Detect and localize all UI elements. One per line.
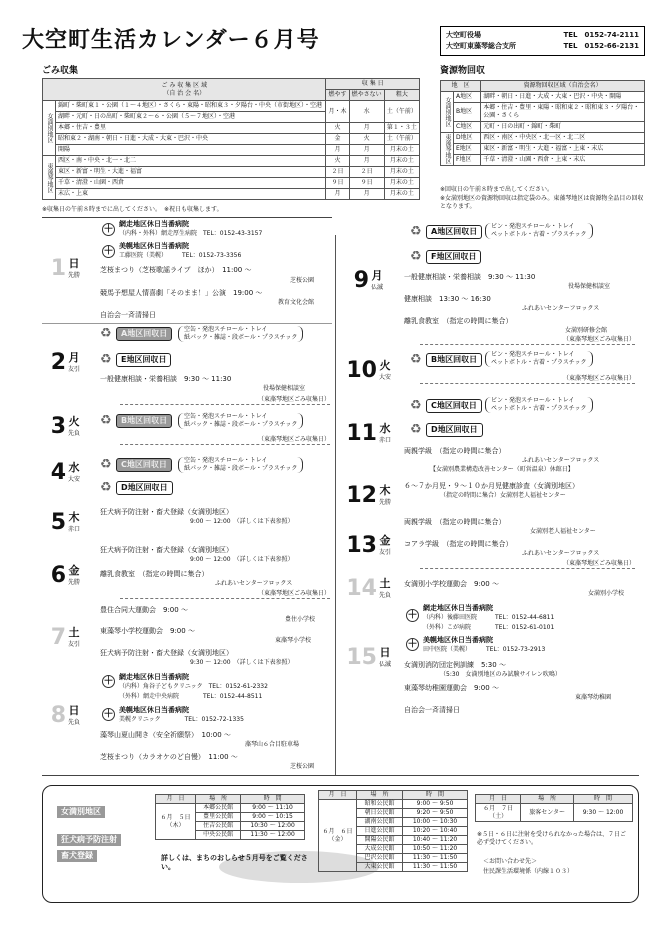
day-14: 14 土 先負 bbox=[346, 576, 392, 601]
recycle-items: 空缶・発泡スチロール・トレイ 紙パック・雑誌・段ボール・プラスチック bbox=[178, 457, 303, 473]
event: 芝桜まつり（芝桜歌謡ライブ ほか） 11:00 ～ bbox=[100, 266, 252, 274]
event: コアラ学級 （指定の時間に集合） bbox=[404, 540, 513, 548]
recycle-items: ビン・発泡スチロール・トレイ ペットボトル・古着・プラスチック bbox=[485, 397, 593, 413]
event: 網走地区休日当番病院 bbox=[119, 220, 189, 228]
garbage-col-days: 収 集 日 bbox=[326, 79, 420, 90]
office-contact-box bbox=[440, 26, 645, 56]
table-row: 湖畔・元町・日の出町・柴町東２～６・公園（５～７地区）・空港 bbox=[43, 112, 420, 123]
hospital-icon: ＋ bbox=[103, 224, 114, 235]
event: 健康相談 13:30 ～ 16:30 bbox=[404, 295, 491, 303]
schedule-note: ※５日・６日に注射を受けられなかった場合は、７日ご必ず受けてください。 bbox=[477, 831, 627, 846]
day-5: 5 木 赤口 bbox=[50, 510, 81, 535]
event: 離乳食教室 （指定の時間に集合） bbox=[100, 570, 209, 578]
info-text: 詳しくは、まちのおしらせ５月号をご覧ください。 bbox=[161, 854, 308, 871]
event-label: 畜犬登録 bbox=[57, 850, 97, 862]
day-4: 4 水 大安 bbox=[50, 460, 81, 485]
col-noburn: 燃やさない bbox=[349, 90, 384, 101]
event: 一般健康相談・栄養相談 9:30 ～ 11:30 bbox=[100, 375, 232, 383]
schedule-table-5th: 月 日 場 所 時 間 ６月 ５日 （木） 本郷公民館 9:00 ～ 11:10 豊里公民館 9:00 ～ 10:15 住吉公民館 10:30 ～ 12:00 中央公民館 11:30 ～ 12:00 bbox=[155, 794, 305, 840]
event: 両親学級 （指定の時間に集合） bbox=[404, 447, 506, 455]
garbage-note: （東藻琴地区ごみ収集日） bbox=[420, 560, 635, 569]
area-label: 女満別地区 bbox=[57, 806, 105, 818]
garbage-note: （東藻琴地区ごみ収集日） bbox=[420, 375, 635, 384]
recycle-day-badge: C地区回収日 bbox=[426, 399, 482, 413]
event: 網走地区休日当番病院 bbox=[423, 604, 493, 612]
recycle-icon: ♻ bbox=[100, 352, 112, 367]
recycle-table: 地 区 資源物回収区域（自治会名） 女満別地区 A地区 湖畔・朝日・日進・大成・大東・巴沢・中央・開陽 B地区 本郷・住吉・豊里・東陽・昭和東２・昭和東３・夕陽台・公園・さくら C地区 元町・日の出町・錦町・柴町 東藻琴地区 D地区 西区・南区・中央区・北一区・北二区 E地区 東区・新富・明生・大進・福富・上東・末広 F地区 千草・清澄・山園・西倉・上東・末広 bbox=[440, 80, 645, 166]
contact-heading: ＜お問い合わせ先＞ bbox=[483, 858, 538, 865]
recycle-day-badge: B地区回収日 bbox=[116, 414, 172, 428]
table-row: 東区・新富・明生・大進・福富 ２日 ２日 月末の土 bbox=[43, 167, 420, 178]
recycle-icon: ♻ bbox=[100, 413, 112, 428]
garbage-note: （東藻琴地区ごみ収集日） bbox=[120, 396, 330, 405]
group-label: 女満別地区 bbox=[43, 101, 56, 156]
event: 狂犬病予防注射・畜犬登録（女満別地区） bbox=[100, 546, 233, 554]
day-9: 9 月 仏滅 bbox=[353, 268, 384, 293]
recycle-day-badge: E地区回収日 bbox=[116, 353, 171, 367]
event: 美幌地区休日当番病院 bbox=[119, 242, 189, 250]
schedule-table-7th: 月 日 場 所 時 間 ６月 ７日 （土） 旅客センター 9:30 ～ 12:00 bbox=[475, 794, 633, 822]
recycle-icon: ♻ bbox=[100, 480, 112, 495]
recycle-items: ビン・発泡スチロール・トレイ ペットボトル・古着・プラスチック bbox=[485, 223, 593, 239]
event: 美幌地区休日当番病院 bbox=[119, 706, 189, 714]
table-row: 開陽 月 月 月末の土 bbox=[43, 145, 420, 156]
recycle-day-badge: B地区回収日 bbox=[426, 353, 482, 367]
day-2: 2 月 友引 bbox=[50, 350, 81, 375]
garbage-note: （東藻琴地区ごみ収集日） bbox=[420, 336, 635, 345]
event: 離乳食教室 （指定の時間に集合） bbox=[404, 317, 513, 325]
recycle-icon: ♻ bbox=[100, 457, 112, 472]
table-row: 東藻琴地区 D地区 西区・南区・中央区・北一区・北二区 bbox=[441, 133, 645, 144]
hospital-icon: ＋ bbox=[103, 676, 114, 687]
day-13: 13 金 友引 bbox=[346, 533, 392, 558]
recycle-day-badge: C地区回収日 bbox=[116, 458, 172, 472]
recycle-icon: ♻ bbox=[410, 352, 422, 367]
recycle-note: ※女満別地区の資源物回収は指定袋のみ。東藻琴地区は資源物全品目の回収となります。 bbox=[440, 195, 644, 210]
col-burn: 燃やす bbox=[326, 90, 349, 101]
event: 一般健康相談・栄養相談 9:30 ～ 11:30 bbox=[404, 273, 536, 281]
event: ６～７か月児・９～１０か月児健康診査（女満別地区） bbox=[404, 482, 579, 490]
table-row: C地区 元町・日の出町・錦町・柴町 bbox=[441, 122, 645, 133]
recycle-day-badge: D地区回収日 bbox=[116, 481, 173, 495]
event: 東藻琴小学校運動会 9:00 ～ bbox=[100, 627, 195, 635]
recycle-day-badge: A地区回収日 bbox=[116, 327, 172, 341]
day-7: 7 土 友引 bbox=[50, 625, 81, 650]
column-divider bbox=[335, 235, 336, 775]
group-label: 東藻琴地区 bbox=[43, 156, 56, 200]
table-row: 女満別地区 錦町・柴町東１・公園（１～４地区）・さくら・東陽・昭和東３・夕陽台・中央（市街地区）・空港 月・木 水 土（午前） bbox=[43, 101, 420, 112]
recycle-icon: ♻ bbox=[410, 249, 422, 264]
event: 自治会一斉清掃日 bbox=[404, 706, 460, 714]
schedule-table-6th: 月 日 場 所 時 間 ６月 ６日 （金） 昭和公民館 9:00 ～ 9:50 朝日公民館 9:20 ～ 9:50 湖南公民館 10:00 ～ 10:30 日進公民館 10:20 ～ 10:40 開陽公民館 10:40 ～ 11:20 大成公民館 10:50 ～ 11:20 巴沢公民館 11:30 ～ 11:50 大東公民館 11:30 ～ 11:50 bbox=[318, 790, 468, 872]
contact-text: 住民課生活環境係（内線１０３） bbox=[483, 868, 574, 875]
day-6: 6 金 先勝 bbox=[50, 563, 81, 588]
office-row: 大空町役場 TEL 0152-74-2111 bbox=[446, 31, 639, 39]
day-1: 1 日 先勝 bbox=[50, 256, 81, 281]
table-row: B地区 本郷・住吉・豊里・東陽・昭和東２・昭和東３・夕陽台・公園・さくら bbox=[441, 103, 645, 122]
garbage-table bbox=[42, 78, 420, 200]
event: 芝桜まつり（カラオケのど自慢） 11:00 ～ bbox=[100, 753, 238, 761]
event: 狂犬病予防注射・畜犬登録（女満別地区） bbox=[100, 508, 233, 516]
office-row: 大空町東藻琴総合支所 TEL 0152-66-2131 bbox=[446, 42, 639, 50]
col-large: 粗大 bbox=[384, 90, 419, 101]
garbage-col-area: ご み 収 集 区 域 （自 治 会 名） bbox=[43, 79, 326, 101]
event: 藻琴山夏山開き（安全祈願祭） 10:00 ～ bbox=[100, 731, 231, 739]
recycle-icon: ♻ bbox=[100, 326, 112, 341]
event: 豊住合同大運動会 9:00 ～ bbox=[100, 606, 188, 614]
recycle-note: ※回収日の午前８時まで出してください。 bbox=[440, 186, 554, 193]
day-3: 3 火 先負 bbox=[50, 414, 81, 439]
day-12: 12 木 先勝 bbox=[346, 483, 392, 508]
table-row: 東藻琴地区 西区・南・中央・北一・北二 火 月 月末の土 bbox=[43, 156, 420, 167]
recycle-items: 空缶・発泡スチロール・トレイ 紙パック・雑誌・段ボール・プラスチック bbox=[178, 413, 303, 429]
event: 競馬予想屋人情喜劇「そのまま！」公演 19:00 ～ bbox=[100, 289, 263, 297]
table-row: E地区 東区・新富・明生・大進・福富・上東・末広 bbox=[441, 144, 645, 155]
event: 自治会一斉清掃日 bbox=[100, 311, 156, 319]
event: 両親学級 （指定の時間に集合） bbox=[404, 518, 506, 526]
day-10: 10 火 大安 bbox=[346, 358, 392, 383]
table-row: F地区 千草・清澄・山園・西倉・上東・末広 bbox=[441, 155, 645, 166]
garbage-note: （東藻琴地区ごみ収集日） bbox=[120, 590, 330, 599]
hospital-icon: ＋ bbox=[407, 610, 418, 621]
event-label: 狂犬病予防注射 bbox=[57, 834, 121, 846]
hospital-icon: ＋ bbox=[103, 246, 114, 257]
day-11: 11 水 赤口 bbox=[346, 421, 392, 446]
table-row: 末広・上東 月 月 月末の土 bbox=[43, 189, 420, 200]
page-title: 大空町生活カレンダー６月号 bbox=[22, 28, 320, 53]
garbage-note: ※収集日の午前８時までに出してください。 ※祝日も収集します。 bbox=[42, 206, 223, 213]
recycle-icon: ♻ bbox=[410, 224, 422, 239]
table-row: 千草・清澄・山園・西倉 ９日 ９日 月末の土 bbox=[43, 178, 420, 189]
day-8: 8 日 先負 bbox=[50, 703, 81, 728]
event: 東藻琴幼稚園運動会 9:00 ～ bbox=[404, 684, 499, 692]
table-row: 女満別地区 A地区 湖畔・朝日・日進・大成・大東・巴沢・中央・開陽 bbox=[441, 92, 645, 103]
recycle-day-badge: D地区回収日 bbox=[426, 423, 483, 437]
hospital-icon: ＋ bbox=[407, 639, 418, 650]
hospital-icon: ＋ bbox=[103, 709, 114, 720]
rabies-vaccination-box bbox=[42, 785, 639, 903]
recycle-icon: ♻ bbox=[410, 398, 422, 413]
recycle-items: ビン・発泡スチロール・トレイ ペットボトル・古着・プラスチック bbox=[485, 351, 593, 367]
garbage-note: （東藻琴地区ごみ収集日） bbox=[120, 436, 330, 445]
table-row: 本郷・住吉・豊里 火 月 第１・３土 bbox=[43, 123, 420, 134]
event: 女満別小学校運動会 9:00 ～ bbox=[404, 580, 499, 588]
event: 美幌地区休日当番病院 bbox=[423, 636, 493, 644]
divider bbox=[42, 217, 332, 218]
day-15: 15 日 仏滅 bbox=[346, 645, 392, 670]
recycle-heading: 資源物回収 bbox=[440, 66, 486, 76]
event: 狂犬病予防注射・畜犬登録（女満別地区） bbox=[100, 649, 233, 657]
event: 女満別消防団定例訓練 5:30 ～ bbox=[404, 661, 506, 669]
garbage-heading: ごみ収集 bbox=[42, 66, 79, 76]
event: 網走地区休日当番病院 bbox=[119, 673, 189, 681]
recycle-day-badge: A地区回収日 bbox=[426, 225, 482, 239]
recycle-items: 空缶・発泡スチロール・トレイ 紙パック・雑誌・段ボール・プラスチック bbox=[178, 326, 303, 342]
table-row: 昭和東２・湖南・朝日・日進・大成・大東・巴沢・中央 金 火 土（午前） bbox=[43, 134, 420, 145]
recycle-day-badge: F地区回収日 bbox=[426, 250, 481, 264]
recycle-icon: ♻ bbox=[410, 422, 422, 437]
